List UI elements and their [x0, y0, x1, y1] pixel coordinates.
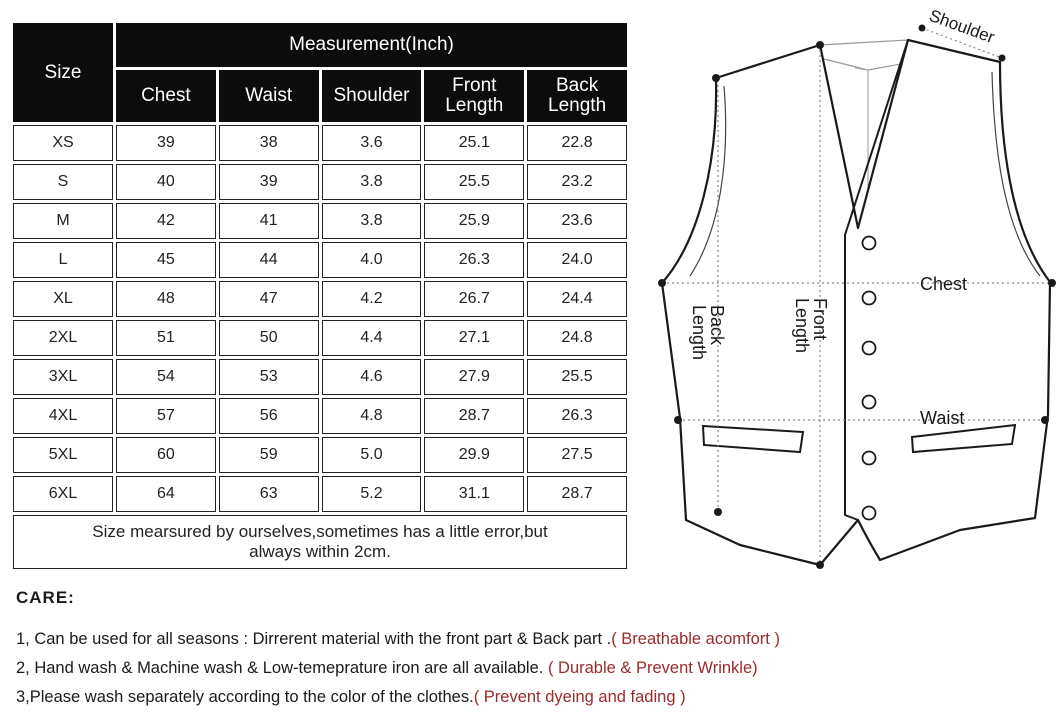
vest-inner-lining — [855, 68, 868, 195]
shoulder-cell: 4.2 — [322, 281, 422, 317]
back-length-label-line-1: Back — [707, 305, 727, 346]
size-cell: 2XL — [13, 320, 113, 356]
shoulder-cell: 4.4 — [322, 320, 422, 356]
chest-cell: 40 — [116, 164, 216, 200]
table-row — [13, 359, 627, 395]
size-column-header: Size — [13, 23, 113, 122]
back-length-label-line-2: Length — [689, 305, 709, 361]
chest-column-header: Chest — [116, 70, 216, 122]
button-icon — [863, 396, 876, 409]
point-marker — [999, 55, 1006, 62]
table-row — [13, 203, 627, 239]
front-length-cell: 28.7 — [424, 398, 524, 434]
front-length-cell: 26.7 — [424, 281, 524, 317]
chest-cell: 45 — [116, 242, 216, 278]
care-title: CARE: — [16, 588, 75, 607]
point-marker — [1048, 279, 1056, 287]
size-cell: XL — [13, 281, 113, 317]
table-row — [13, 398, 627, 434]
back-length-cell: 28.7 — [527, 476, 627, 512]
care-item — [16, 654, 1056, 683]
waist-label: Waist — [920, 408, 965, 428]
chest-cell: 42 — [116, 203, 216, 239]
point-marker — [1041, 416, 1049, 424]
shoulder-cell: 5.0 — [322, 437, 422, 473]
shoulder-column-header: Shoulder — [322, 70, 422, 122]
waist-cell: 44 — [219, 242, 319, 278]
point-marker — [714, 508, 722, 516]
table-row — [13, 437, 627, 473]
measurement-header: Measurement(Inch) — [116, 23, 627, 67]
waist-cell: 50 — [219, 320, 319, 356]
front-length-cell: 27.9 — [424, 359, 524, 395]
back-length-cell: 24.8 — [527, 320, 627, 356]
front-length-column-header: Front Length — [424, 70, 524, 122]
back-length-cell: 26.3 — [527, 398, 627, 434]
waist-cell: 38 — [219, 125, 319, 161]
size-note: Size mearsured by ourselves,sometimes has a little error,but always within 2cm. — [13, 515, 627, 569]
back-length-cell: 25.5 — [527, 359, 627, 395]
chest-cell: 39 — [116, 125, 216, 161]
vest-back-neck — [820, 40, 912, 70]
table-row — [13, 125, 627, 161]
front-length-cell: 31.1 — [424, 476, 524, 512]
care-item — [16, 625, 1056, 654]
chest-cell: 51 — [116, 320, 216, 356]
chest-cell: 60 — [116, 437, 216, 473]
chest-cell: 54 — [116, 359, 216, 395]
size-cell: 4XL — [13, 398, 113, 434]
chest-cell: 64 — [116, 476, 216, 512]
size-cell: M — [13, 203, 113, 239]
front-length-cell: 29.9 — [424, 437, 524, 473]
back-length-cell: 23.6 — [527, 203, 627, 239]
vest-outline — [662, 40, 1050, 565]
back-length-cell: 27.5 — [527, 437, 627, 473]
size-table-body — [13, 125, 627, 569]
button-icon — [863, 507, 876, 520]
care-item-accent: ( Breathable acomfort ) — [611, 630, 780, 648]
care-item-text: 3,Please wash separately according to the color of the clothes. — [16, 688, 474, 706]
front-length-cell: 25.9 — [424, 203, 524, 239]
shoulder-label: Shoulder — [926, 5, 998, 48]
waist-cell: 56 — [219, 398, 319, 434]
shoulder-cell: 3.8 — [322, 164, 422, 200]
care-item-accent: ( Prevent dyeing and fading ) — [473, 688, 686, 706]
size-cell: XS — [13, 125, 113, 161]
size-chart-table — [10, 20, 630, 572]
shoulder-cell: 5.2 — [322, 476, 422, 512]
back-length-cell: 24.0 — [527, 242, 627, 278]
size-cell: L — [13, 242, 113, 278]
table-row — [13, 281, 627, 317]
vest-diagram — [652, 0, 1063, 590]
waist-cell: 39 — [219, 164, 319, 200]
front-length-label-line-1: Front — [810, 298, 830, 341]
size-cell: 6XL — [13, 476, 113, 512]
front-length-cell: 26.3 — [424, 242, 524, 278]
back-length-cell: 24.4 — [527, 281, 627, 317]
back-length-column-header: Back Length — [527, 70, 627, 122]
size-cell: S — [13, 164, 113, 200]
front-length-cell: 27.1 — [424, 320, 524, 356]
waist-cell: 41 — [219, 203, 319, 239]
point-marker — [658, 279, 666, 287]
point-marker — [712, 74, 720, 82]
point-marker — [816, 41, 824, 49]
table-row — [13, 320, 627, 356]
front-length-label-line-2: Length — [792, 298, 812, 354]
front-length-cell: 25.1 — [424, 125, 524, 161]
point-marker — [674, 416, 682, 424]
front-length-cell: 25.5 — [424, 164, 524, 200]
shoulder-cell: 3.6 — [322, 125, 422, 161]
button-icon — [863, 452, 876, 465]
waist-cell: 59 — [219, 437, 319, 473]
table-row — [13, 476, 627, 512]
table-row — [13, 242, 627, 278]
size-cell: 3XL — [13, 359, 113, 395]
point-marker — [919, 25, 926, 32]
shoulder-cell: 3.8 — [322, 203, 422, 239]
table-row — [13, 164, 627, 200]
care-section — [16, 588, 1056, 712]
waist-cell: 53 — [219, 359, 319, 395]
shoulder-cell: 4.6 — [322, 359, 422, 395]
waist-cell: 47 — [219, 281, 319, 317]
size-cell: 5XL — [13, 437, 113, 473]
note-row — [13, 515, 627, 569]
back-length-cell: 22.8 — [527, 125, 627, 161]
chest-cell: 48 — [116, 281, 216, 317]
back-length-cell: 23.2 — [527, 164, 627, 200]
shoulder-cell: 4.0 — [322, 242, 422, 278]
care-item-text: 1, Can be used for all seasons : Dirrerent material with the front part & Back part . — [16, 630, 612, 648]
chest-cell: 57 — [116, 398, 216, 434]
button-icon — [863, 342, 876, 355]
shoulder-cell: 4.8 — [322, 398, 422, 434]
waist-column-header: Waist — [219, 70, 319, 122]
care-item-accent: ( Durable & Prevent Wrinkle) — [547, 659, 758, 677]
waist-cell: 63 — [219, 476, 319, 512]
button-icon — [863, 292, 876, 305]
care-item-text: 2, Hand wash & Machine wash & Low-temeprature iron are all available. — [16, 659, 548, 677]
button-icon — [863, 237, 876, 250]
point-marker — [816, 561, 824, 569]
chest-label: Chest — [920, 274, 968, 294]
care-item — [16, 683, 1056, 712]
